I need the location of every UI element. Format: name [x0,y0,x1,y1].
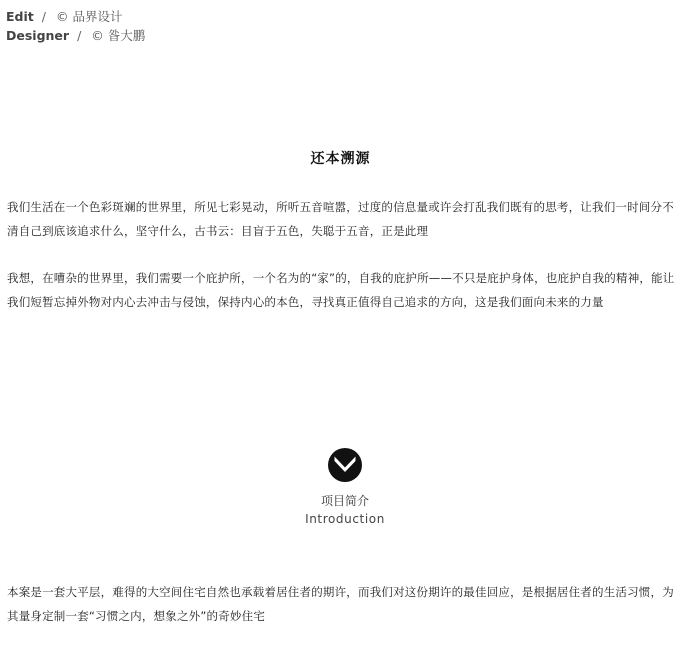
section-title-zh: 项目简介 [320,494,369,508]
section-title-en: Introduction [305,512,385,526]
credit-name: © 品界设计 [55,9,123,24]
credit-role: Edit [6,9,34,24]
credit-role: Designer [6,28,70,43]
down-arrow-circle-icon [328,448,362,482]
credit-designer [6,26,145,45]
credits [6,7,145,45]
article-title: 还本溯源 [310,151,371,167]
credit-slash: / [41,9,46,24]
credit-slash: / [77,28,82,43]
credit-name: © 昝大鹏 [91,28,146,43]
paragraph-shelter: 我想，在嘈杂的世界里，我们需要一个庇护所，一个名为的“家”的，自我的庇护所——不只是庇护身体，也庇护自我的精神，能让我们短暂忘掉外物对内心去冲击与侵蚀，保持内心的本色，寻找真正值得自己追求的方向，这是我们面向未来的力量 [7,271,675,309]
paragraph-project: 本案是一套大平层，难得的大空间住宅自然也承载着居住者的期许，而我们对这份期许的最佳回应，是根据居住者的生活习惯，为其量身定制一套“习惯之内，想象之外”的奇妙住宅 [7,585,674,623]
paragraph-intro: 我们生活在一个色彩斑斓的世界里，所见七彩晃动，所听五音喧嚣，过度的信息量或许会打乱我们既有的思考，让我们一时间分不清自己到底该追求什么，坚守什么，古书云：目盲于五色，失聪于五音，正是此理 [7,200,674,238]
credit-edit [6,7,145,26]
